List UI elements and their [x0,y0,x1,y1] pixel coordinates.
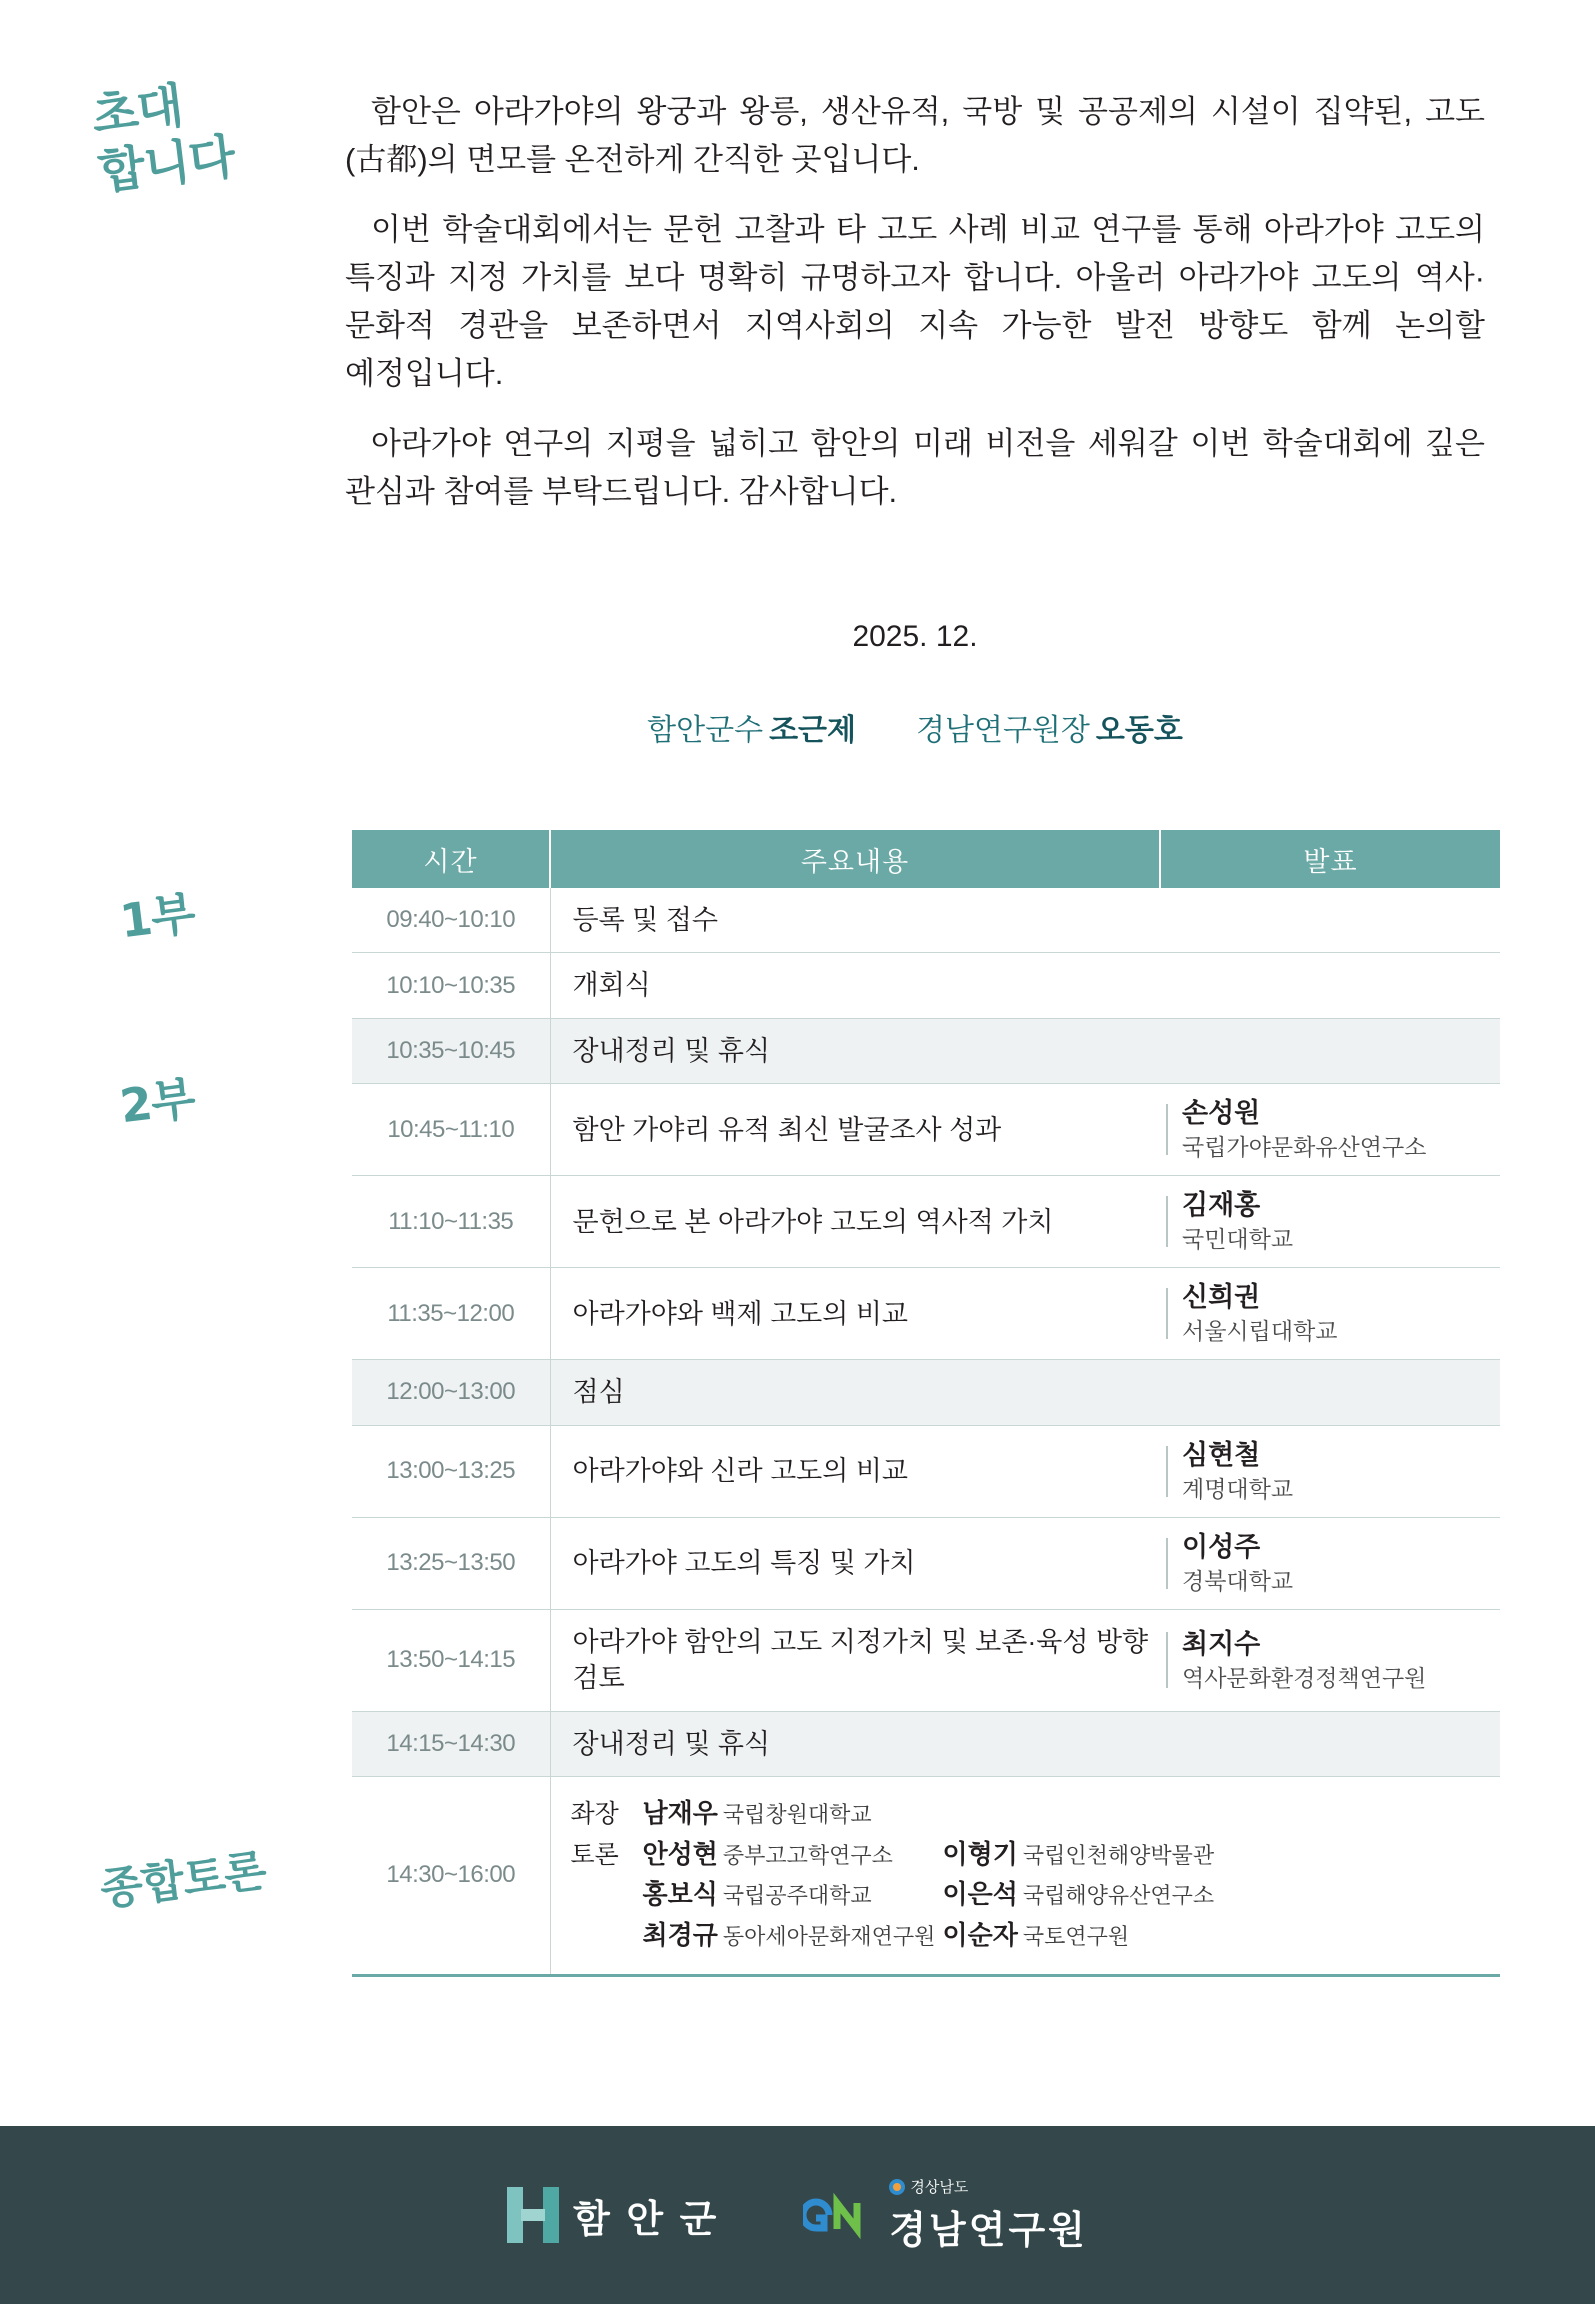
signature-line [345,705,1485,749]
panel-org: 국립해양유산연구소 [1022,1883,1215,1909]
footer-bar [0,2126,1595,2304]
speaker-name: 최지수 [1182,1628,1261,1659]
panel-debate-row-1 [571,1834,1501,1875]
schedule-table [352,830,1500,1977]
cell-speaker [1160,1609,1500,1711]
table-row-panel [352,1776,1500,1975]
province-dot-icon [889,2179,905,2195]
cell-time: 09:40~10:10 [352,888,550,953]
gyeongnam-institute-label: 경남연구원 [889,2210,1088,2252]
table-header-row [352,830,1500,888]
panel-debater [943,1915,1243,1956]
cell-speaker [1160,1084,1500,1176]
panel-org: 국립창원대학교 [722,1801,872,1827]
panel-name: 최경규 [642,1920,718,1951]
table-row [352,888,1500,953]
cell-content: 문헌으로 본 아라가야 고도의 역사적 가치 [550,1176,1160,1268]
cell-content: 등록 및 접수 [550,888,1500,953]
table-row [352,1268,1500,1360]
invite-label: 초대 합니다 [88,77,238,201]
panel-org: 국토연구원 [1022,1924,1130,1950]
speaker-org: 국립가야문화유산연구소 [1182,1134,1427,1161]
cell-content: 아라가야 함안의 고도 지정가치 및 보존·육성 방향 검토 [550,1609,1160,1711]
panel-name: 이형기 [942,1838,1018,1869]
haman-symbol-icon [507,2187,559,2243]
panel-debater [643,1874,943,1915]
cell-panel-discussion [550,1776,1500,1975]
table-row [352,1084,1500,1176]
gyeongnam-province-label-wrap [889,2176,1088,2197]
speaker-name: 신희권 [1182,1282,1261,1313]
panel-name: 남재우 [642,1797,718,1828]
panel-org: 중부고고학연구소 [722,1842,893,1868]
table-row [352,1360,1500,1425]
panel-name: 이순자 [942,1920,1018,1951]
greeting-date: 2025. 12. [852,620,978,653]
cell-speaker [1160,1517,1500,1609]
part1-label: 1부 [116,885,198,949]
greeting-paragraph-2: 이번 학술대회에서는 문헌 고찰과 타 고도 사례 비교 연구를 통해 아라가야 고도의 특징과 지정 가치를 보다 명확히 규명하고자 합니다. 아울러 아라가야 고도의 역사·문화적 경관을 보존하면서 지역사회의 지속 가능한 발전 방향도 함께 논의할 예정입니다. [345,212,1485,392]
panel-debater [943,1834,1243,1875]
cell-content: 점심 [550,1360,1500,1425]
part2-label: 2부 [116,1070,198,1134]
speaker-org: 계명대학교 [1182,1475,1294,1502]
gyeongnam-institute-logo [803,2176,1088,2254]
cell-time: 10:45~11:10 [352,1084,550,1176]
cell-speaker [1160,1425,1500,1517]
greeting-paragraph-1: 함안은 아라가야의 왕궁과 왕릉, 생산유적, 국방 및 공공제의 시설이 집약된, 고도(古都)의 면모를 온전하게 간직한 곳입니다. [345,94,1485,178]
table-row [352,1018,1500,1083]
panel-org: 동아세아문화재연구원 [722,1924,936,1950]
cell-time: 10:35~10:45 [352,1018,550,1083]
panel-debate-row-2 [571,1874,1501,1915]
cell-time: 13:25~13:50 [352,1517,550,1609]
gn-symbol-icon [803,2189,875,2241]
cell-content: 아라가야와 신라 고도의 비교 [550,1425,1160,1517]
gyeongnam-province-label: 경상남도 [910,2179,969,2196]
cell-speaker [1160,1176,1500,1268]
panel-debater [943,1874,1243,1915]
column-header-time: 시간 [352,830,550,888]
cell-content: 아라가야 고도의 특징 및 가치 [550,1517,1160,1609]
table-row [352,953,1500,1018]
cell-content: 아라가야와 백제 고도의 비교 [550,1268,1160,1360]
panel-org: 국립공주대학교 [722,1883,872,1909]
signature-name-1: 조근제 [769,714,857,747]
haman-logo [507,2187,719,2243]
panel-org: 국립인천해양박물관 [1022,1842,1215,1868]
column-header-content: 주요내용 [550,830,1160,888]
panel-debater [643,1834,943,1875]
cell-time: 12:00~13:00 [352,1360,550,1425]
cell-time: 10:10~10:35 [352,953,550,1018]
speaker-org: 경북대학교 [1182,1567,1294,1594]
cell-content: 장내정리 및 휴식 [550,1711,1500,1776]
cell-time: 14:15~14:30 [352,1711,550,1776]
panel-discussion-label: 종합토론 [97,1845,269,1916]
cell-speaker [1160,1268,1500,1360]
signature-role-1: 함안군수 [647,714,764,747]
table-row [352,1609,1500,1711]
panel-chair-role: 좌장 [570,1799,619,1828]
cell-time: 11:10~11:35 [352,1176,550,1268]
signature-role-2: 경남연구원장 [916,714,1090,747]
logo-group [465,2176,1130,2254]
panel-debate-role: 토론 [570,1840,619,1869]
haman-logo-label: 함 안 군 [573,2198,720,2241]
speaker-name: 심현철 [1182,1439,1261,1470]
speaker-name: 이성주 [1182,1531,1261,1562]
cell-content: 장내정리 및 휴식 [550,1018,1500,1083]
panel-chair-row [571,1793,1501,1834]
greeting-paragraph-3: 아라가야 연구의 지평을 넓히고 함안의 미래 비전을 세워갈 이번 학술대회에 깊은 관심과 참여를 부탁드립니다. 감사합니다. [345,426,1485,510]
panel-name: 홍보식 [642,1879,718,1910]
greeting-text [345,88,1485,538]
cell-time: 13:00~13:25 [352,1425,550,1517]
panel-name: 안성현 [642,1838,718,1869]
cell-content: 개회식 [550,953,1500,1018]
panel-chair [643,1793,943,1834]
speaker-org: 역사문화환경정책연구원 [1182,1664,1427,1691]
cell-content: 함안 가야리 유적 최신 발굴조사 성과 [550,1084,1160,1176]
speaker-name: 손성원 [1182,1098,1261,1129]
table-row [352,1425,1500,1517]
speaker-org: 서울시립대학교 [1182,1318,1338,1345]
table-row [352,1711,1500,1776]
cell-time: 14:30~16:00 [352,1776,550,1975]
panel-debater [643,1915,943,1956]
speaker-name: 김재홍 [1182,1190,1261,1221]
cell-time: 13:50~14:15 [352,1609,550,1711]
panel-name: 이은석 [942,1879,1018,1910]
signature-name-2: 오동호 [1095,714,1183,747]
cell-time: 11:35~12:00 [352,1268,550,1360]
table-row [352,1176,1500,1268]
panel-debate-row-3 [571,1915,1501,1956]
speaker-org: 국민대학교 [1182,1226,1294,1253]
column-header-speaker: 발표 [1160,830,1500,888]
table-row [352,1517,1500,1609]
